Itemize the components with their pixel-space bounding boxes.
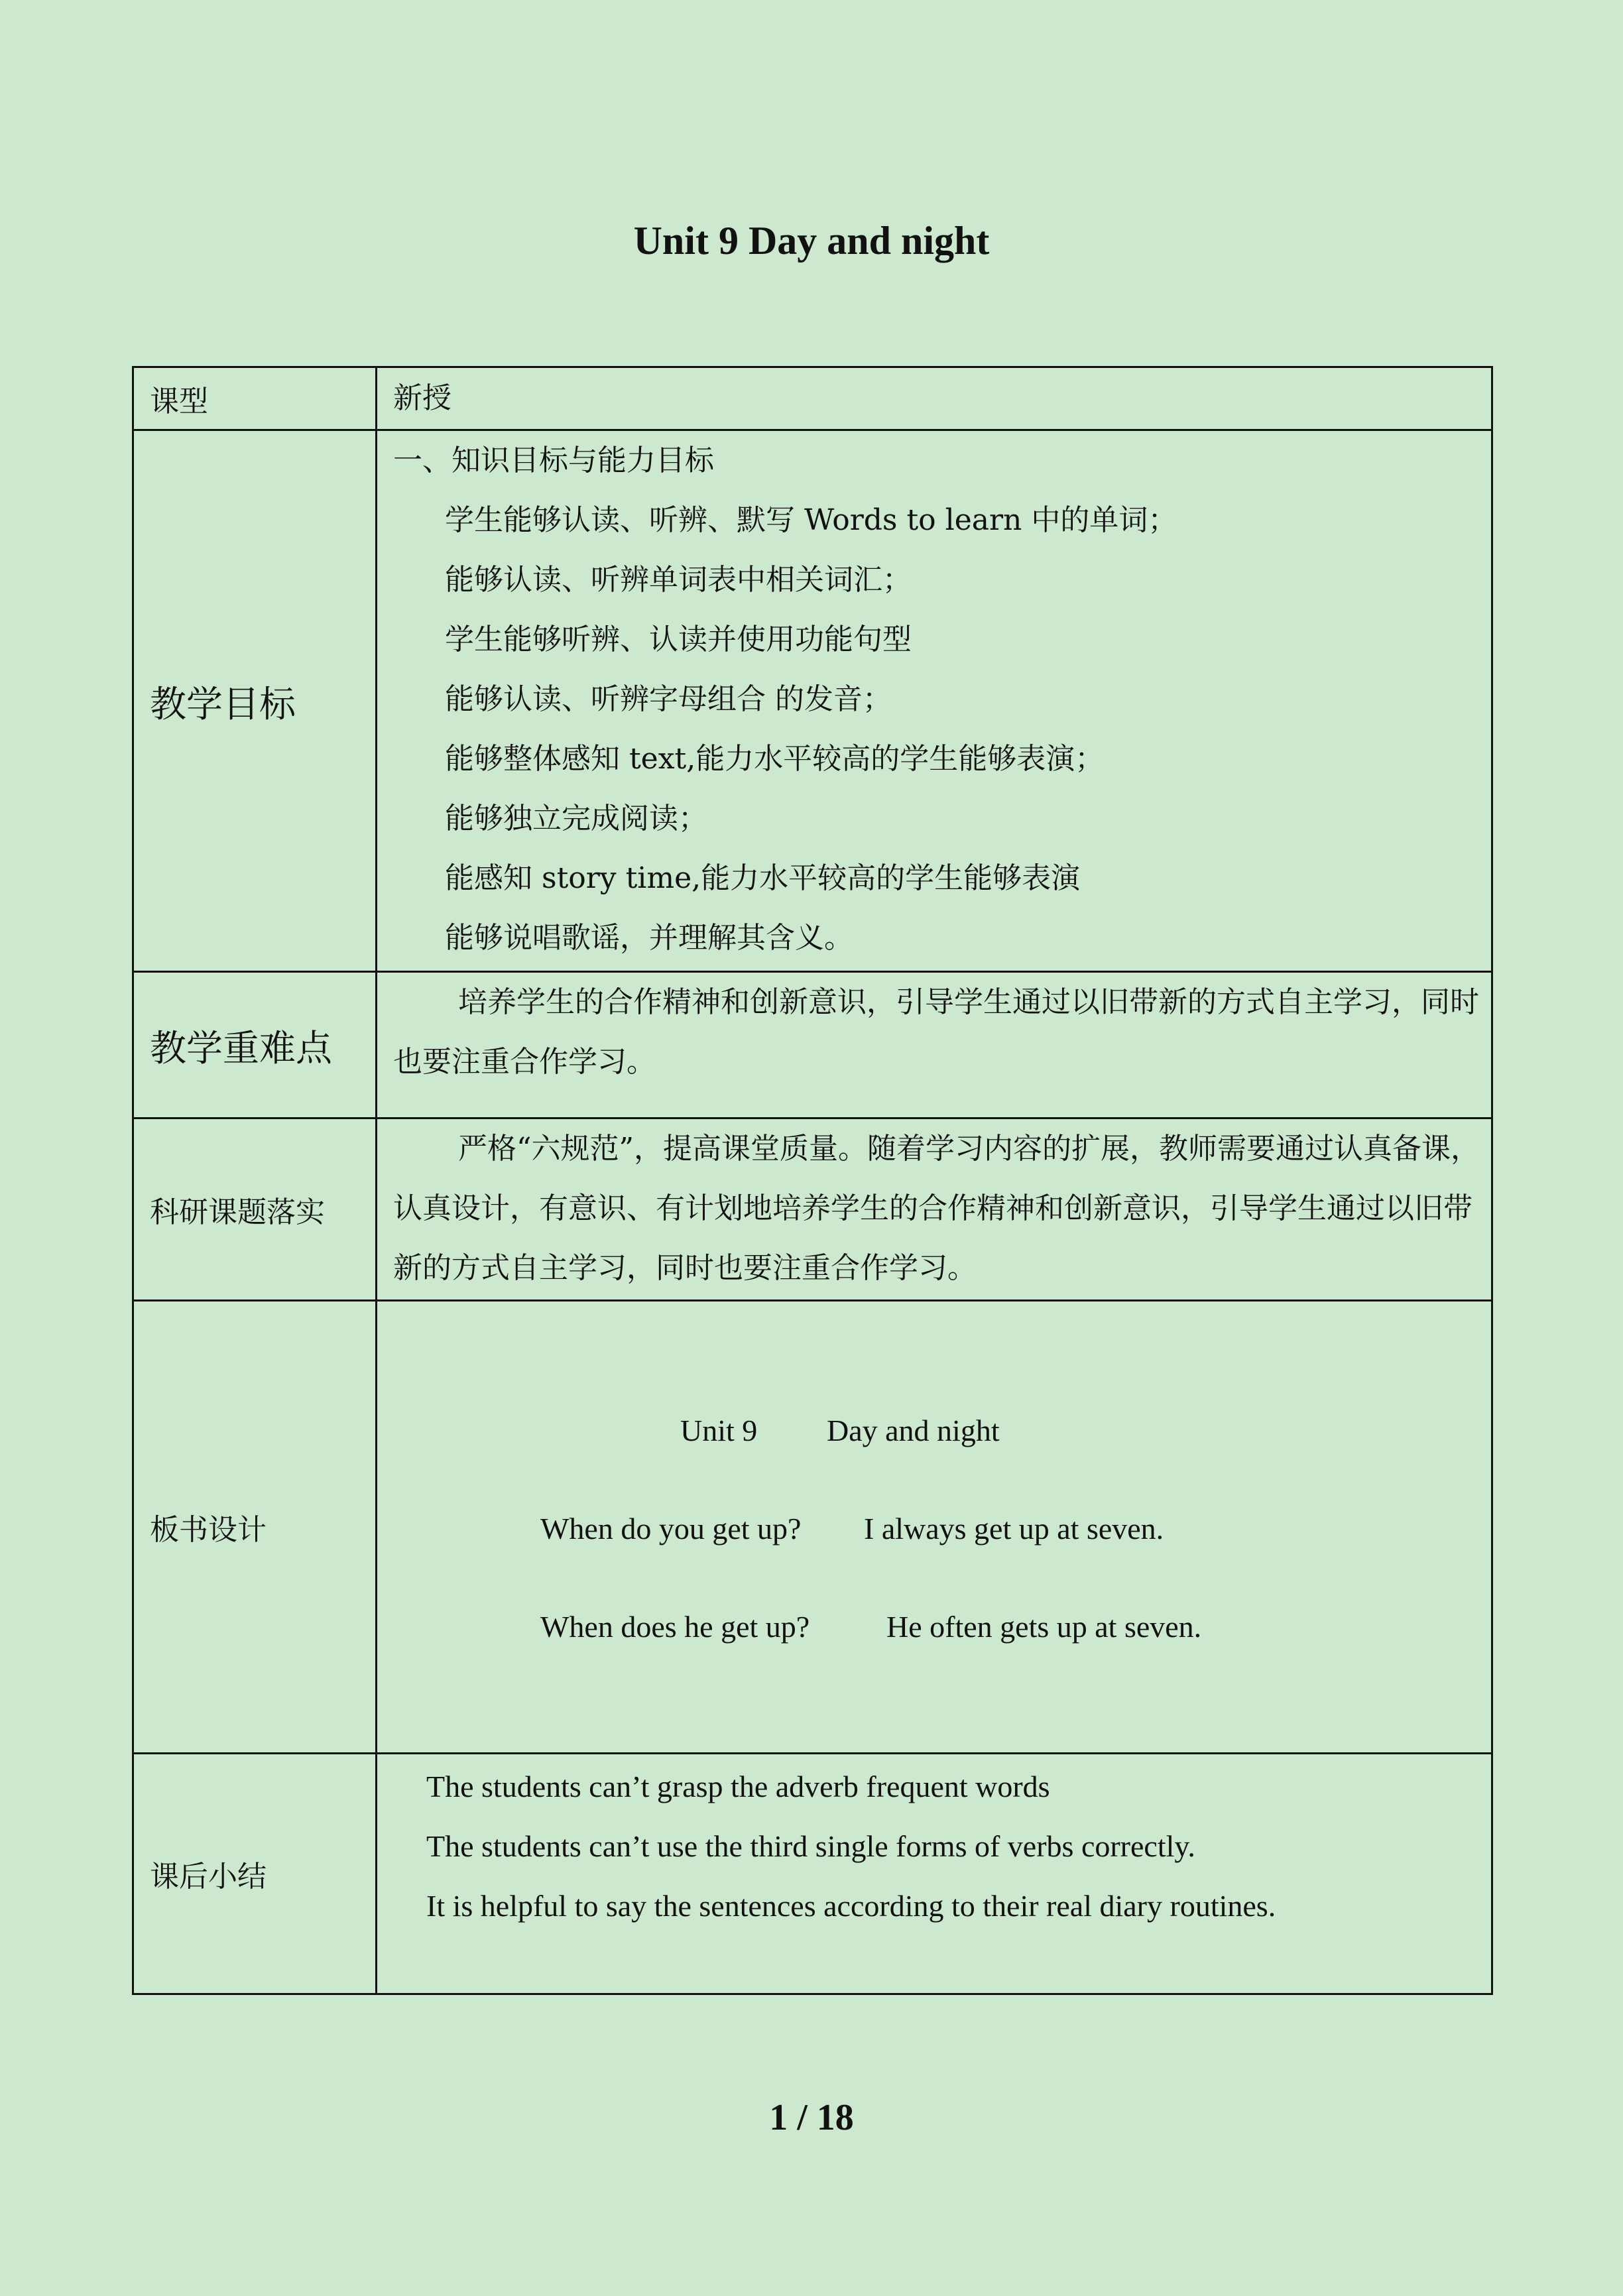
objectives-content [377, 430, 1492, 972]
lesson-plan-table [132, 366, 1493, 1995]
label-summary: 课后小结 [133, 1754, 377, 1994]
row-board [133, 1301, 1492, 1754]
objective-item: 能够整体感知 text,能力水平较高的学生能够表演； [445, 742, 1105, 776]
summary-item: The students can’t use the third single forms of verbs correctly. [426, 1829, 1195, 1863]
key-points-text: 培养学生的合作精神和创新意识，引导学生通过以旧带新的方式自主学习，同时也要注重合作学习。 [393, 985, 1479, 1079]
research-content [377, 1118, 1492, 1301]
board-answer-1: I always get up at seven. [864, 1512, 1164, 1545]
row-type [133, 367, 1492, 430]
row-summary [133, 1754, 1492, 1994]
objective-item: 能感知 story time,能力水平较高的学生能够表演 [445, 861, 1081, 895]
label-research: 科研课题落实 [133, 1118, 377, 1301]
objective-item: 能够认读、听辨字母组合 的发音； [445, 682, 892, 716]
summary-item: It is helpful to say the sentences according to their real diary routines. [426, 1889, 1276, 1923]
label-objectives: 教学目标 [133, 430, 377, 972]
board-answer-2: He often gets up at seven. [886, 1610, 1202, 1644]
board-question-2: When does he get up? [540, 1610, 810, 1644]
page-number: 1 / 18 [769, 2097, 854, 2138]
board-content [377, 1301, 1492, 1754]
key-points-content [377, 972, 1492, 1118]
label-type: 课型 [133, 367, 377, 430]
board-design [393, 1301, 1482, 1752]
summary-content [377, 1754, 1492, 1994]
research-text: 严格“六规范”，提高课堂质量。随着学习内容的扩展，教师需要通过认真备课，认真设计，有意识、有计划地培养学生的合作精神和创新意识，引导学生通过以旧带新的方式自主学习，同时也要注重合作学习。 [393, 1132, 1480, 1285]
objective-item: 学生能够听辨、认读并使用功能句型 [445, 623, 912, 656]
objective-item: 学生能够认读、听辨、默写 Words to learn 中的单词； [445, 503, 1177, 537]
row-key-points [133, 972, 1492, 1118]
label-board: 板书设计 [133, 1301, 377, 1754]
row-objectives [133, 430, 1492, 972]
objective-item: 能够独立完成阅读； [445, 802, 707, 835]
objective-item: 能够认读、听辨单词表中相关词汇； [445, 563, 912, 597]
board-unit: Unit 9 [680, 1414, 758, 1447]
page-title: Unit 9 Day and night [633, 219, 990, 263]
board-question-1: When do you get up? [540, 1512, 802, 1545]
board-unit-title: Day and night [827, 1414, 1000, 1447]
value-type: 新授 [377, 367, 1492, 430]
label-key-points: 教学重难点 [133, 972, 377, 1118]
objective-item: 能够说唱歌谣，并理解其含义。 [445, 921, 853, 955]
objectives-heading: 一、知识目标与能力目标 [393, 444, 714, 477]
row-research [133, 1118, 1492, 1301]
summary-item: The students can’t grasp the adverb frequent words [426, 1770, 1050, 1803]
